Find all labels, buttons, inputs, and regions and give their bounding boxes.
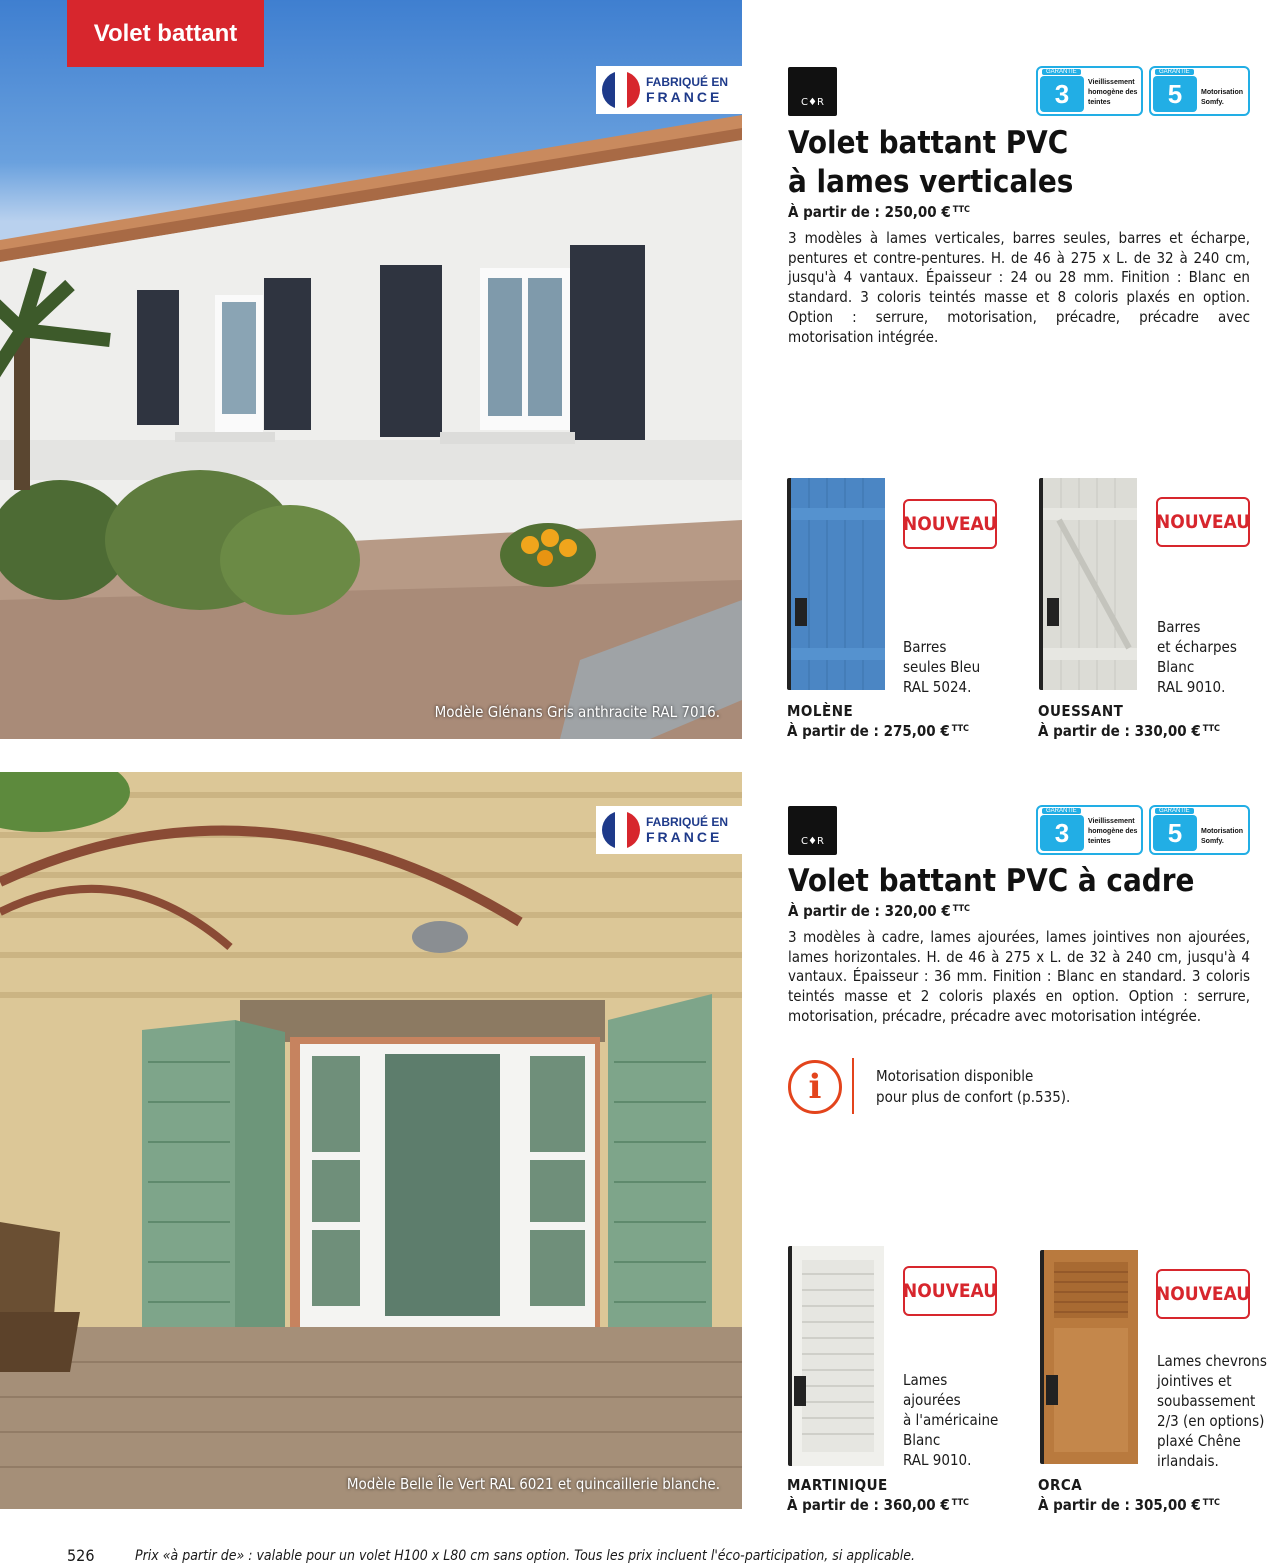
warranty-label: GARANTIE [1155, 69, 1194, 75]
new-badge: NOUVEAU [1156, 1269, 1250, 1319]
variant-name: OUESSANT [1038, 702, 1124, 720]
product-description: 3 modèles à cadre, lames ajourées, lames jointives non ajourées, lames horizontales. H. de 46 à 275 x L. de 32 à 240 cm, jusqu'à 4 vantaux. Épaisseur : 36 mm. Finition : Blanc en standard. 3 coloris teintés masse et 2 coloris plaxés en option. Option : serrure, motorisation, précadre, précadre avec motorisation intégrée. [788, 928, 1250, 1025]
photo-caption: Modèle Belle Île Vert RAL 6021 et quincaillerie blanche. [346, 1475, 720, 1493]
variant-price: À partir de : 360,00 € $^{TTC}$ [787, 1496, 969, 1514]
warranty-badge-motor [1149, 805, 1250, 855]
shutter-swatch [1039, 478, 1139, 690]
brand-logo: C♦R [788, 67, 837, 116]
warranty-badge-motor [1149, 66, 1250, 116]
variant-price: À partir de : 275,00 € $^{TTC}$ [787, 722, 969, 740]
product-photo-cadre [0, 772, 742, 1509]
variant-image-orca [1040, 1250, 1140, 1464]
warranty-years: 3 [1040, 815, 1084, 851]
photo-caption: Modèle Glénans Gris anthracite RAL 7016. [434, 703, 720, 721]
warranty-badge-colors [1036, 66, 1143, 116]
title-line: à lames verticales [788, 164, 1074, 200]
made-in-france-badge [596, 66, 742, 114]
warranty-description: Motorisation Somfy. [1201, 89, 1243, 106]
warranty-description: Vieillissement homogène des teintes [1088, 818, 1138, 845]
shutter-swatch [1040, 1250, 1140, 1464]
product-photo-lames-verticales [0, 0, 742, 739]
made-in-label: FABRIQUÉ EN [646, 815, 729, 829]
warranty-badge-colors [1036, 805, 1143, 855]
brand-logo: C♦R [788, 806, 837, 855]
shutter-swatch [788, 1246, 886, 1466]
terrace-illustration [0, 772, 742, 1509]
price-value: À partir de : 250,00 € [788, 203, 951, 221]
new-badge: NOUVEAU [903, 1266, 997, 1316]
warranty-description: Motorisation Somfy. [1201, 828, 1243, 845]
country-label: FRANCE [646, 829, 723, 845]
product-price [788, 902, 970, 920]
made-in-france-badge [596, 806, 742, 854]
info-icon: i [788, 1060, 842, 1114]
variant-description: Lames chevrons jointives et soubassement 2/3 (en options) plaxé Chêne irlandais. [1157, 1352, 1267, 1470]
page-number: 526 [67, 1546, 95, 1565]
category-tag: Volet battant [67, 0, 264, 67]
warranty-label: GARANTIE [1042, 808, 1081, 814]
french-flag-icon [602, 811, 640, 849]
french-flag-icon [602, 71, 640, 109]
made-in-label: FABRIQUÉ EN [646, 75, 729, 89]
variant-description: Barres seules Bleu RAL 5024. [903, 638, 981, 696]
title-line: Volet battant PVC [788, 125, 1069, 161]
variant-description: Barres et écharpes Blanc RAL 9010. [1157, 618, 1237, 696]
variant-image-ouessant [1039, 478, 1139, 690]
price-value: À partir de : 320,00 € [788, 902, 951, 920]
warranty-label: GARANTIE [1155, 808, 1194, 814]
variant-price: À partir de : 305,00 € $^{TTC}$ [1038, 1496, 1220, 1514]
variant-name: MOLÈNE [787, 702, 854, 720]
new-badge: NOUVEAU [903, 499, 997, 549]
title-line: Volet battant PVC à cadre [788, 863, 1195, 899]
variant-description: Lames ajourées à l'américaine Blanc RAL 9010. [903, 1371, 999, 1469]
price-suffix: TTC [952, 205, 970, 215]
variant-name: MARTINIQUE [787, 1476, 888, 1494]
motorisation-note: Motorisation disponible pour plus de confort (p.535). [876, 1067, 1071, 1106]
warranty-description: Vieillissement homogène des teintes [1088, 79, 1138, 106]
warranty-label: GARANTIE [1042, 69, 1081, 75]
price-suffix: TTC [952, 904, 970, 914]
info-divider [852, 1058, 854, 1114]
warranty-years: 5 [1153, 815, 1197, 851]
price-footnote: Prix «à partir de» : valable pour un volet H100 x L80 cm sans option. Tous les prix incluent l'éco-participation, si applicable. [135, 1548, 915, 1564]
product-title [788, 124, 1073, 202]
variant-name: ORCA [1038, 1476, 1083, 1494]
shutter-swatch [787, 478, 887, 690]
product-title [788, 862, 1194, 901]
variant-image-martinique [788, 1246, 886, 1466]
country-label: FRANCE [646, 89, 723, 105]
warranty-years: 3 [1040, 76, 1084, 112]
product-description: 3 modèles à lames verticales, barres seules, barres et écharpe, pentures et contre-pentures. H. de 46 à 275 x L. de 32 à 240 cm, jusqu'à 4 vantaux. Épaisseur : 24 ou 28 mm. Finition : Blanc en standard. 3 coloris teintés masse et 8 coloris plaxés en option. Option : serrure, motorisation, précadre, précadre avec motorisation intégrée. [788, 229, 1250, 346]
warranty-years: 5 [1153, 76, 1197, 112]
product-price [788, 203, 970, 221]
variant-price: À partir de : 330,00 € $^{TTC}$ [1038, 722, 1220, 740]
new-badge: NOUVEAU [1156, 497, 1250, 547]
variant-image-molene [787, 478, 887, 690]
